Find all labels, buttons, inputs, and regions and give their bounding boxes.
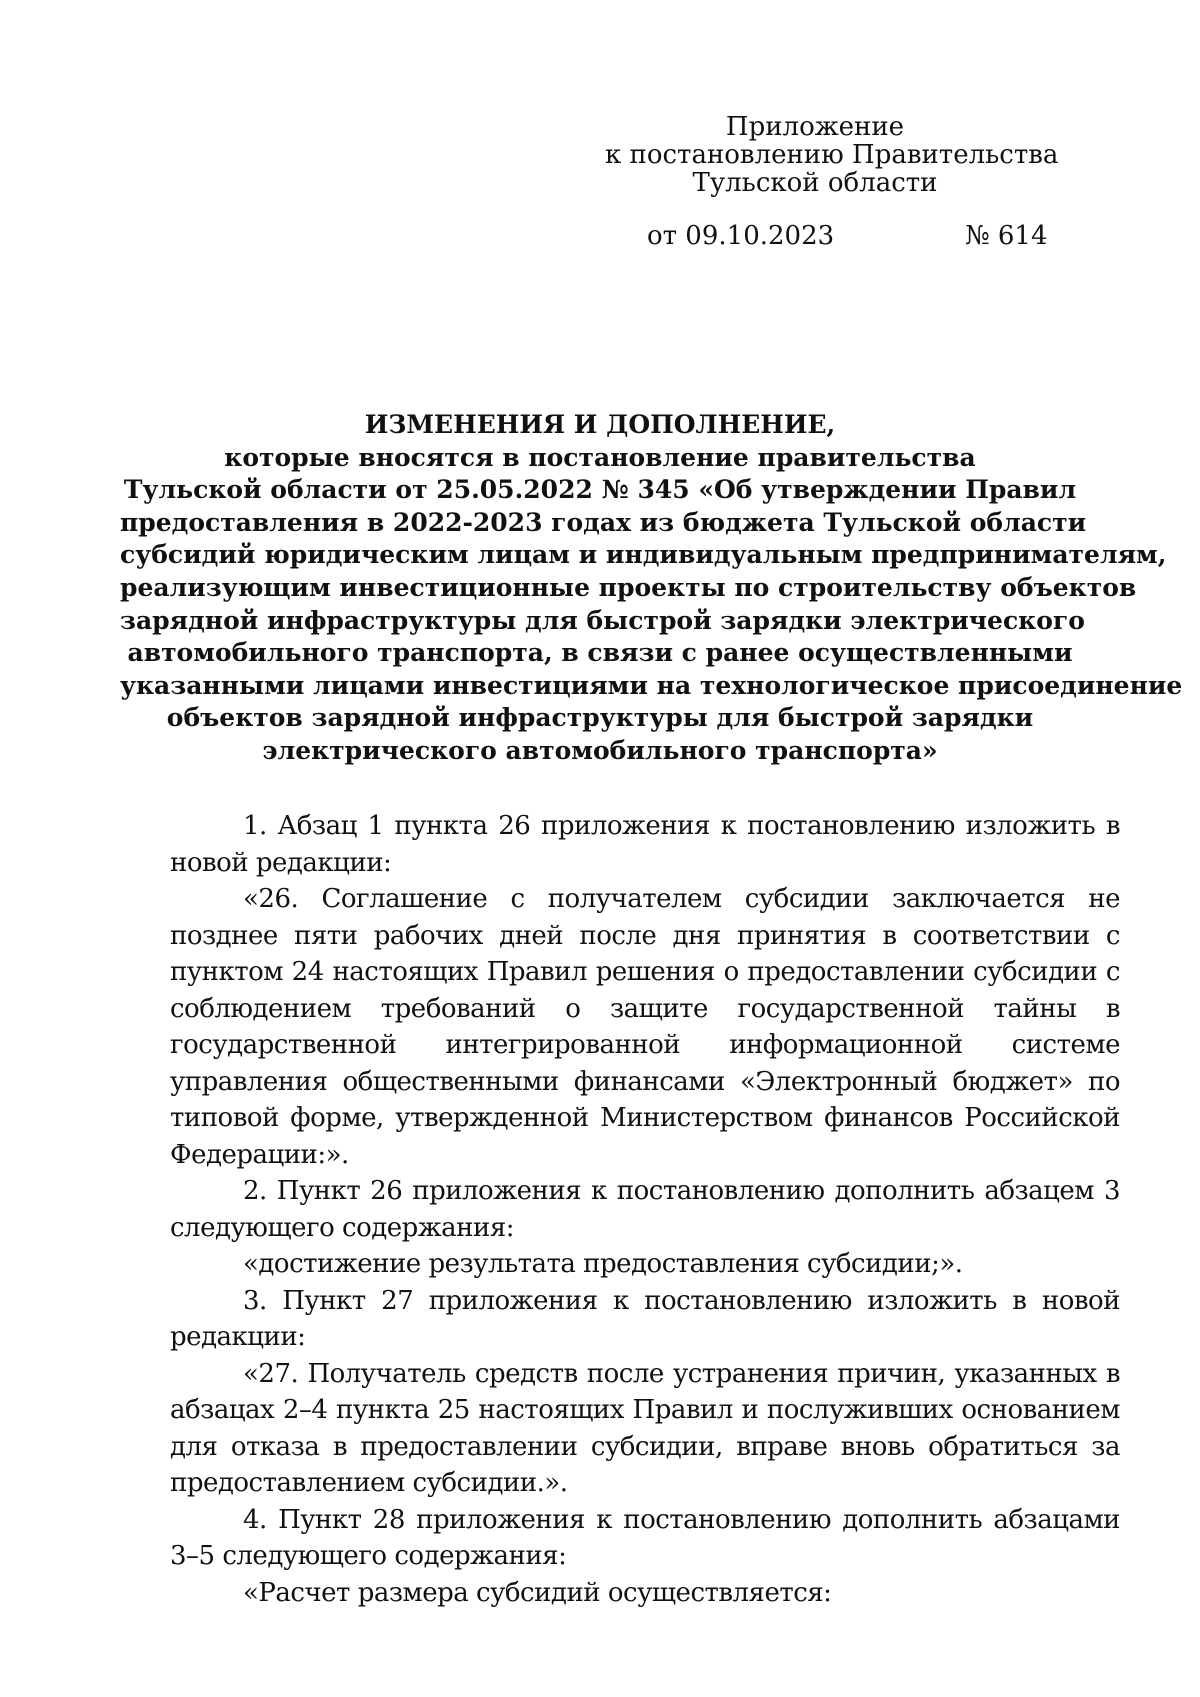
resolution-date: от 09.10.2023 [647,221,835,251]
quoted-paragraph: «Расчет размера субсидий осуществляется: [243,1577,832,1608]
quoted-paragraph-27: «27. Получатель средств после устранения причин, указанных в абзацах 2–4 пункта 25 настоящих Правил и послуживших основанием для отказа в предоставлении субсидии, вправе вновь обратиться за предоставлением субсидии.». [170,1358,1120,1498]
document-body [170,808,1120,1611]
title-line: предоставления в 2022-2023 годах из бюджета Тульской области [120,507,1087,537]
title-line: указанными лицами инвестициями на технологическое присоединение [120,670,1183,700]
title-line: Тульской области от 25.05.2022 № 345 «Об утверждении Правил [123,475,1077,505]
document-title [120,409,1183,768]
appendix-header [605,112,1059,198]
paragraph-item-2: 2. Пункт 26 приложения к постановлению дополнить абзацем 3 следующего содержания: [170,1176,1120,1243]
title-line: реализующим инвестиционные проекты по строительству объектов [120,572,1137,602]
title-line: электрического автомобильного транспорта» [262,735,938,765]
paragraph-item-3: 3. Пункт 27 приложения к постановлению изложить в новой редакции: [170,1285,1120,1352]
title-line: субсидий юридическим лицам и индивидуальным предпринимателям, [120,540,1167,570]
title-line: объектов зарядной инфраструктуры для быстрой зарядки [166,703,1034,733]
appendix-line: к постановлению Правительства [605,140,1059,170]
resolution-number: № 614 [965,221,1048,251]
appendix-line: Приложение [725,112,905,142]
quoted-paragraph-26: «26. Соглашение с получателем субсидии заключается не позднее пяти рабочих дней после дня принятия в соответствии с пунктом 24 настоящих Правил решения о предоставлении субсидии с соблюдением требований о защите государственной тайны в государственной интегрированной информационной системе управления общественными финансами «Электронный бюджет» по типовой форме, утвержденной Министерством финансов Российской Федерации:». [170,884,1120,1170]
title-line: автомобильного транспорта, в связи с ранее осуществленными [127,638,1073,668]
title-line: которые вносятся в постановление правительства [224,442,976,472]
quoted-paragraph: «достижение результата предоставления субсидии;». [243,1249,963,1279]
paragraph-item-1: 1. Абзац 1 пункта 26 приложения к постановлению изложить в новой редакции: [170,811,1120,878]
title-line: зарядной инфраструктуры для быстрой зарядки электрического [120,605,1085,635]
paragraph-item-4: 4. Пункт 28 приложения к постановлению дополнить абзацами 3–5 следующего содержания: [170,1504,1120,1571]
appendix-line: Тульской области [692,168,938,198]
title-line: ИЗМЕНЕНИЯ И ДОПОЛНЕНИЕ, [364,410,836,439]
